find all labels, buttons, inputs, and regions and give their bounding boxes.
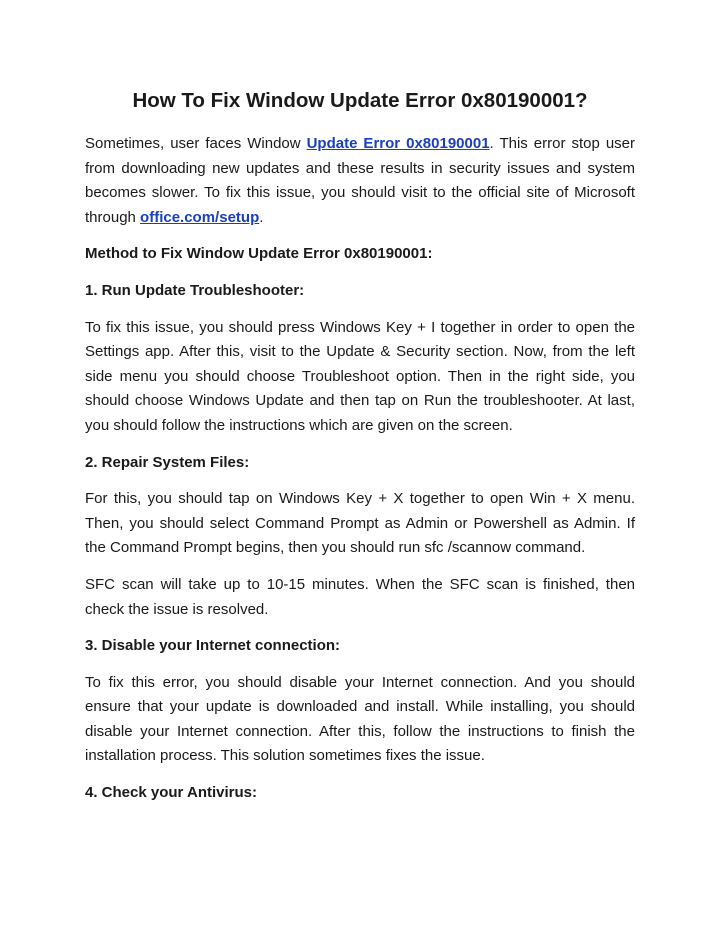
intro-text-after-link: . This error stop user from downloading new updates and these results in security issues and system becomes slower. To fix this issue, you should visit to the official site of Microsoft through: [85, 135, 635, 226]
update-error-link[interactable]: Update Error 0x80190001: [306, 135, 490, 152]
section-paragraph-repair-system-files: For this, you should tap on Windows Key + X together to open Win + X menu. Then, you should select Command Prompt as Admin or Powershell as Admin. If the Command Prompt begins, then you should run sfc /scannow command.: [85, 490, 635, 557]
office-setup-link[interactable]: office.com/setup: [140, 208, 260, 226]
page-title: How To Fix Window Update Error 0x80190001?: [132, 89, 588, 112]
section-heading-disable-internet: 3. Disable your Internet connection:: [85, 637, 341, 655]
document-page: [85, 0, 635, 806]
section-paragraph-disable-internet: To fix this error, you should disable your Internet connection. And you should ensure that your update is downloaded and install. While installing, you should disable your Internet connection. After this, follow the instructions to finish the installation process. This solution sometimes fixes the issue.: [85, 673, 635, 765]
section-heading-run-troubleshooter: 1. Run Update Troubleshooter:: [85, 281, 305, 299]
section-heading-check-antivirus: 4. Check your Antivirus:: [85, 784, 257, 802]
intro-text-end: .: [259, 208, 264, 226]
intro-text-before-link: Sometimes, user faces Window: [85, 135, 307, 152]
section-paragraph-sfc-scan: SFC scan will take up to 10-15 minutes. When the SFC scan is finished, then check the issue is resolved.: [85, 575, 635, 618]
section-paragraph-run-troubleshooter: To fix this issue, you should press Windows Key + I together in order to open the Settings app. After this, visit to the Update & Security section. Now, from the left side menu you should choose Troubleshoot option. Then in the right side, you should choose Windows Update and then tap on Run the troubleshooter. At last, you should follow the instructions which are given on the screen.: [85, 318, 635, 434]
intro-paragraph: [85, 132, 635, 230]
section-heading-repair-system-files: 2. Repair System Files:: [85, 453, 250, 471]
method-heading: Method to Fix Window Update Error 0x80190001:: [85, 245, 433, 263]
